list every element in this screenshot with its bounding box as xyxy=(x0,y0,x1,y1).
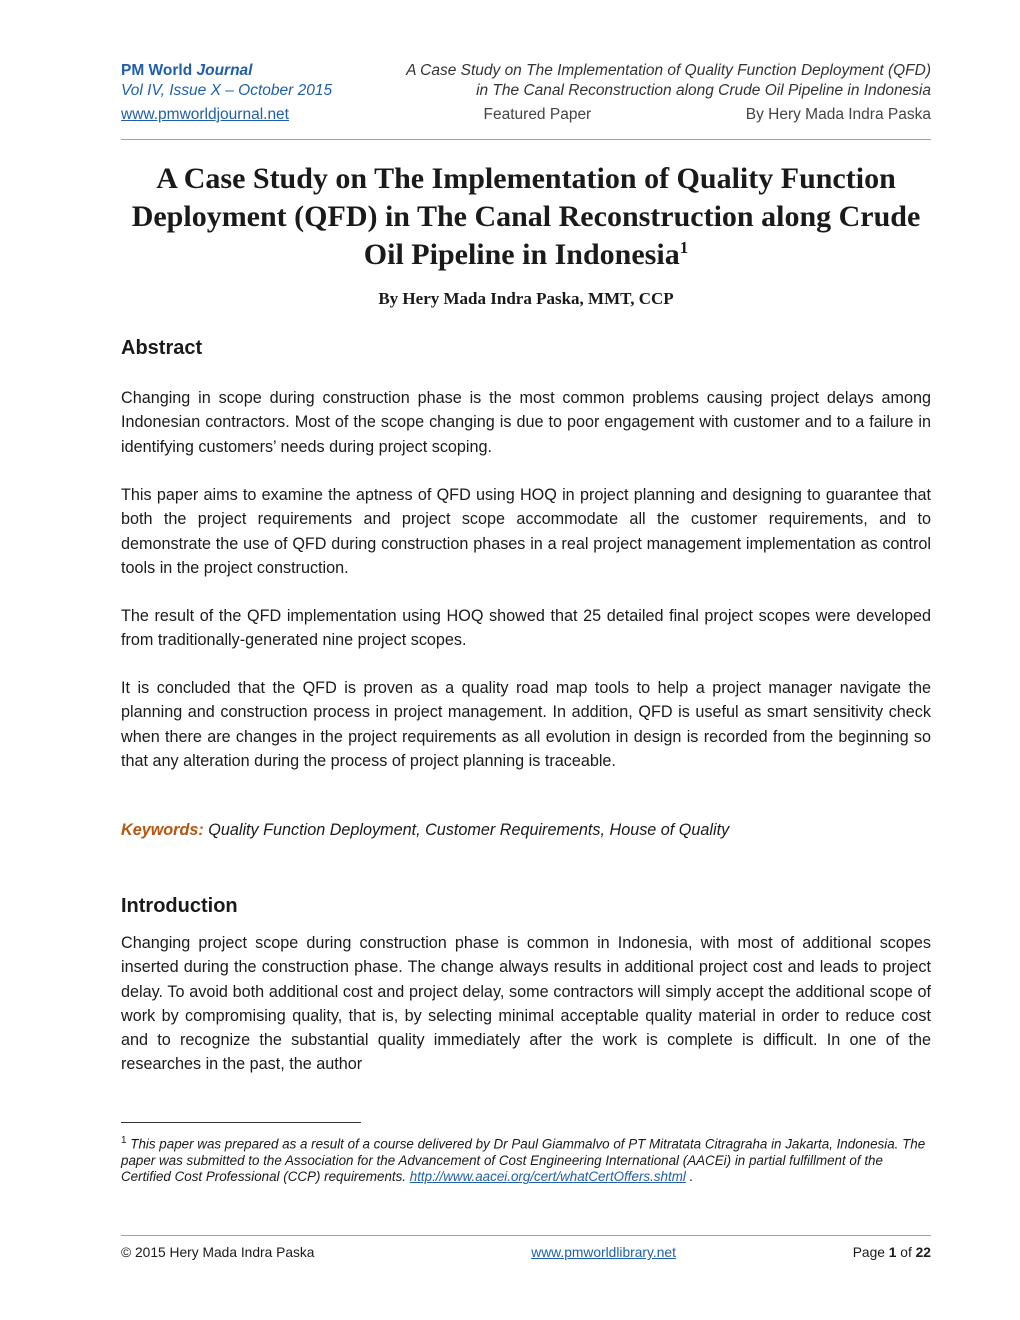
header-divider xyxy=(121,139,931,140)
footnote-divider xyxy=(121,1122,361,1123)
footer-website-link[interactable]: www.pmworldlibrary.net xyxy=(531,1245,676,1260)
footer-divider xyxy=(121,1235,931,1236)
introduction-paragraph: Changing project scope during construction phase is common in Indonesia, with most of additional scopes inserted during the construction phase. The change always results in additional project cost and leads to project delay. To avoid both additional cost and project delay, some contractors will simply accept the additional scope of work by compromising quality, that is, by selecting minimal acceptable quality material in order to reduce cost and to recognize the substantial quality immediately after the work is complete is difficult. In one of the researches in the past, the author xyxy=(121,934,931,1074)
header-row-2 xyxy=(121,81,931,101)
paper-type: Featured Paper xyxy=(483,106,592,123)
header-author: By Hery Mada Indra Paska xyxy=(745,106,931,123)
running-header xyxy=(121,61,931,125)
abstract-heading: Abstract xyxy=(121,337,203,359)
title-footnote-mark: 1 xyxy=(679,238,689,257)
introduction-heading: Introduction xyxy=(121,895,238,917)
page-footer xyxy=(121,1245,931,1260)
journal-website-link[interactable]: www.pmworldjournal.net xyxy=(121,106,289,123)
header-row-3 xyxy=(121,105,931,125)
header-row-1 xyxy=(121,61,931,81)
footnote xyxy=(121,1133,931,1186)
abstract-paragraph-4: It is concluded that the QFD is proven as a quality road map tools to help a project manager navigate the planning and construction process in project management. In addition, QFD is useful as smart sensitivity check when there are changes in the project requirements as all evolution in design is recorded from the beginning so that any alteration during the process of project planning is traceable. xyxy=(121,679,931,770)
author-byline: By Hery Mada Indra Paska, MMT, CCP xyxy=(378,289,674,308)
journal-volume: Vol IV, Issue X – October 2015 xyxy=(121,82,333,99)
page-number: Page 1 of 22 xyxy=(852,1245,931,1260)
footnote-text: This paper was prepared as a result of a course delivered by Dr Paul Giammalvo of PT Mitratata Citragraha in Jakarta, Indonesia. The paper was submitted to the Association for the Advancement of Cost Engineering International (AACEi) in partial fulfillment of the Certified Cost Professional (CCP) requirements. xyxy=(121,1136,926,1185)
journal-name: PM World Journal xyxy=(121,62,253,79)
abstract-paragraph-1: Changing in scope during construction phase is the most common problems causing project delays among Indonesian contractors. Most of the scope changing is due to poor engagement with customer and to a failure in identifying customers’ needs during project scoping. xyxy=(121,389,931,456)
paper-title xyxy=(121,160,931,274)
header-article-title-1: A Case Study on The Implementation of Quality Function Deployment (QFD) xyxy=(406,62,931,79)
keywords-list: Quality Function Deployment, Customer Requirements, House of Quality xyxy=(203,821,730,839)
keywords-label: Keywords: xyxy=(121,821,204,839)
abstract-paragraph-3: The result of the QFD implementation using HOQ showed that 25 detailed final project scopes were developed from traditionally-generated nine project scopes. xyxy=(121,607,931,650)
footnote-mark: 1 xyxy=(121,1135,127,1146)
paper-title-text: A Case Study on The Implementation of Quality Function Deployment (QFD) in The Canal Reconstruction along Crude Oil Pipeline in Indonesia xyxy=(131,162,921,271)
header-article-title-2: in The Canal Reconstruction along Crude Oil Pipeline in Indonesia xyxy=(476,82,931,99)
footer-copyright: © 2015 Hery Mada Indra Paska xyxy=(121,1245,315,1260)
abstract-paragraph-2: This paper aims to examine the aptness of QFD using HOQ in project planning and designing to guarantee that both the project requirements and project scope accommodate all the customer requirements, and to demonstrate the use of QFD during construction phases in a real project management implementation as control tools in the project construction. xyxy=(121,486,931,577)
footnote-end: . xyxy=(685,1169,694,1185)
footnote-link[interactable]: http://www.aacei.org/cert/whatCertOffers.shtml xyxy=(409,1169,686,1185)
keywords xyxy=(121,821,931,840)
